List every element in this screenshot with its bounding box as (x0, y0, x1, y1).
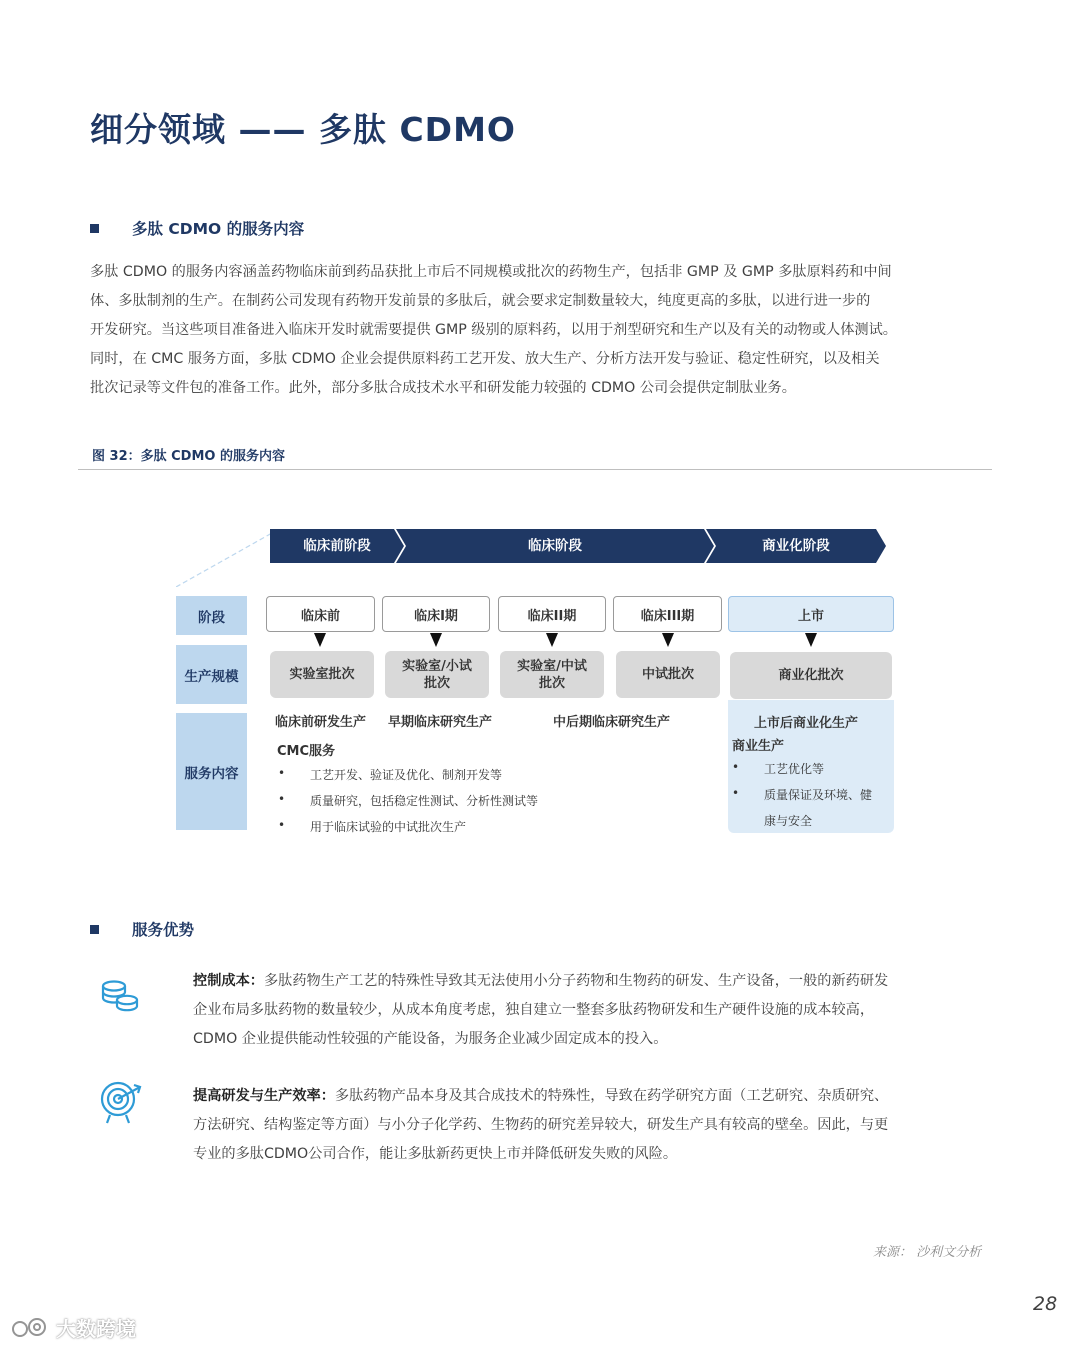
intro-line: 体、多肽制剂的生产。在制药公司发现有药物开发前景的多肽后，就会要求定制数量较大，纯度更高的多肽，以进行进一步的 (90, 293, 871, 309)
advantage-line: 企业布局多肽药物的数量较少，从成本角度考虑，独自建立一整套多肽药物研发和生产硬件设施的成本较高， (193, 1002, 875, 1018)
cmc-title: CMC服务 (277, 744, 336, 759)
figure-caption: 图 32：多肽 CDMO 的服务内容 (92, 449, 285, 464)
commercial-item: 工艺优化等 (764, 762, 825, 776)
dashed-connector (176, 531, 272, 587)
coins-icon (100, 978, 140, 1012)
intro-line: 同时，在 CMC 服务方面，多肽 CDMO 企业会提供原料药工艺开发、放大生产、分析方法开发与验证、稳定性研究，以及相关 (90, 351, 880, 367)
section-heading-text: 多肽 CDMO 的服务内容 (132, 220, 305, 238)
intro-line: 批次记录等文件包的准备工作。此外，部分多肽合成技术水平和研发能力较强的 CDMO 公司会提供定制肽业务。 (90, 380, 796, 396)
bullet-icon: • (732, 786, 740, 800)
advantage-line: 多肽药物产品本身及其合成技术的特殊性，导致在药学研究方面（工艺研究、杂质研究、 (334, 1088, 889, 1104)
stage-box: 临床III期 (613, 596, 722, 632)
intro-line: 多肽 CDMO 的服务内容涵盖药物临床前到药品获批上市后不同规模或批次的药物生产，包括非 GMP 及 GMP 多肽原料药和中间 (90, 264, 892, 280)
service-head: 早期临床研究生产 (388, 715, 493, 730)
source-note: 来源： 沙利文分析 (873, 1245, 982, 1260)
cmc-item: 质量研究，包括稳定性测试、分析性测试等 (310, 794, 539, 808)
advantage-cost (193, 967, 993, 1054)
row-label-stage: 阶段 (176, 596, 247, 635)
phase-preclinical: 临床前阶段 (270, 529, 404, 563)
advantage-line: 专业的多肽CDMO公司合作，能让多肽新药更快上市并降低研发失败的风险。 (193, 1146, 678, 1162)
cmc-item: 工艺开发、验证及优化、制剂开发等 (310, 768, 503, 782)
section-heading-text: 服务优势 (132, 921, 195, 939)
row-label-scale: 生产规模 (176, 645, 247, 704)
scale-box: 实验室批次 (270, 651, 374, 698)
advantage-line: 方法研究、结构鉴定等方面）与小分子化学药、生物药的研究差异较大，研发生产具有较高的壁垒。因此，与更 (193, 1117, 889, 1133)
watermark-logo-icon (10, 1316, 50, 1340)
arrow-down-icon (662, 633, 674, 647)
stage-box: 临床前 (266, 596, 375, 632)
row-label-service: 服务内容 (176, 713, 247, 830)
scale-box: 实验室/小试 批次 (385, 651, 489, 698)
advantage-line: CDMO 企业提供能动性较强的产能设备，为服务企业减少固定成本的投入。 (193, 1031, 668, 1047)
service-head: 临床前研发生产 (275, 715, 367, 730)
service-head: 中后期临床研究生产 (553, 715, 671, 730)
commercial-item: 质量保证及环境、健 (764, 788, 873, 802)
intro-line: 开发研究。当这些项目准备进入临床开发时就需要提供 GMP 级别的原料药，以用于剂型研究和生产以及有关的动物或人体测试。 (90, 322, 897, 338)
bullet-icon: • (278, 792, 286, 806)
section-heading-service (90, 217, 304, 239)
arrow-down-icon (314, 633, 326, 647)
watermark-text: 大数跨境 (56, 1317, 136, 1341)
cmc-item: 用于临床试验的中试批次生产 (310, 820, 467, 834)
page-number: 28 (1033, 1293, 1058, 1315)
section-heading-advantages (90, 918, 194, 940)
arrow-down-icon (805, 633, 817, 647)
scale-box: 实验室/中试 批次 (500, 651, 604, 698)
commercial-title: 商业生产 (732, 739, 785, 754)
bullet-icon: • (278, 766, 286, 780)
watermark (10, 1313, 136, 1342)
arrow-down-icon (546, 633, 558, 647)
arrow-down-icon (430, 633, 442, 647)
scale-box: 中试批次 (616, 651, 720, 698)
stage-box: 临床II期 (498, 596, 606, 632)
scale-box-commercial: 商业化批次 (730, 652, 892, 699)
square-bullet-icon (90, 925, 99, 934)
advantage-line: 多肽药物生产工艺的特殊性导致其无法使用小分子药物和生物药的研发、生产设备，一般的新药研发 (263, 973, 889, 989)
commercial-item: 康与安全 (764, 814, 813, 828)
bullet-icon: • (278, 818, 286, 832)
phase-clinical: 临床阶段 (396, 529, 714, 563)
advantage-label: 控制成本： (193, 973, 264, 989)
page-title: 细分领域 —— 多肽 CDMO (90, 110, 516, 149)
service-head: 上市后商业化生产 (754, 716, 859, 731)
advantage-label: 提高研发与生产效率： (193, 1088, 335, 1104)
caption-divider (78, 469, 992, 470)
target-icon (100, 1079, 144, 1125)
bullet-icon: • (732, 760, 740, 774)
phase-commercial: 商业化阶段 (706, 529, 886, 563)
square-bullet-icon (90, 224, 99, 233)
intro-paragraph (90, 258, 1002, 403)
stage-box-launch: 上市 (728, 596, 894, 632)
advantage-efficiency (193, 1082, 993, 1169)
stage-box: 临床I期 (382, 596, 490, 632)
